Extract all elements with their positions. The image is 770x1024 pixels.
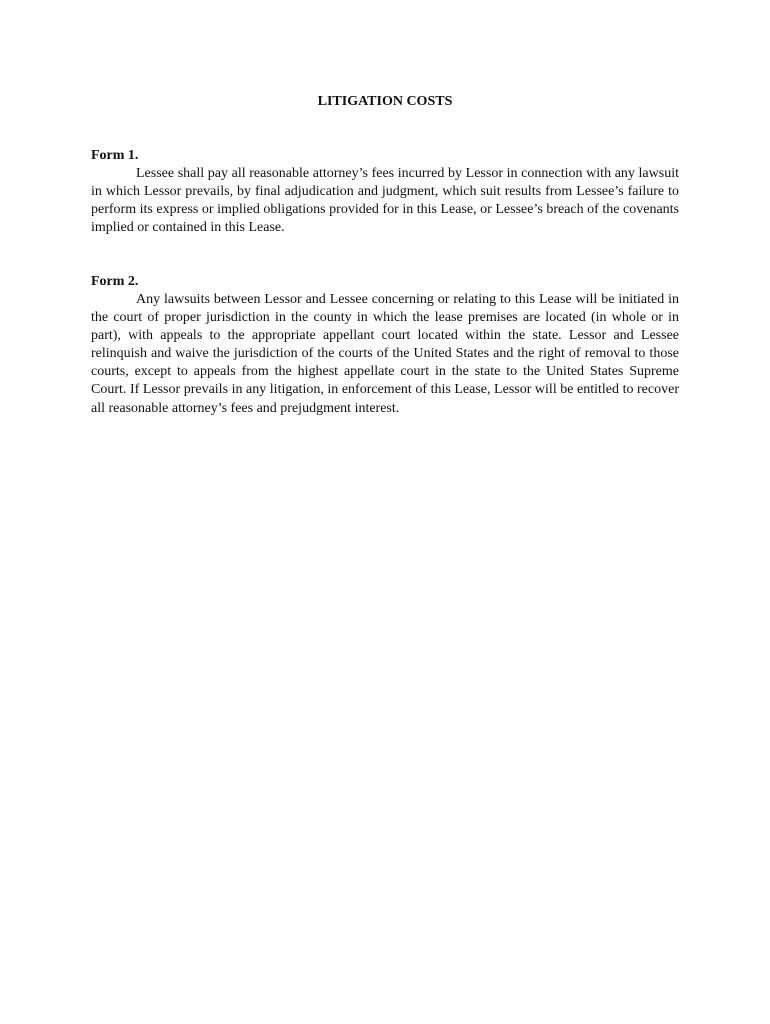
form-2-heading: Form 2. <box>91 274 139 289</box>
form-1-section <box>91 147 679 237</box>
document-title: LITIGATION COSTS <box>317 94 453 109</box>
form-2-section <box>91 273 679 418</box>
form-2-body: Any lawsuits between Lessor and Lessee concerning or relating to this Lease will be initiated in the court of proper jurisdiction in the county in which the lease premises are located (in whole or in part), with appeals to the appropriate appellant court located within the state. Lessor and Lessee relinquish and waive the jurisdiction of the courts of the United States and the right of removal to those courts, except to appeals from the highest appellate court in the state to the United States Supreme Court. If Lessor prevails in any litigation, in enforcement of this Lease, Lessor will be entitled to recover all reasonable attorney’s fees and prejudgment interest. <box>91 292 679 416</box>
form-1-body: Lessee shall pay all reasonable attorney’s fees incurred by Lessor in connection with any lawsuit in which Lessor prevails, by final adjudication and judgment, which suit results from Lessee’s failure to perform its express or implied obligations provided for in this Lease, or Lessee’s breach of the covenants implied or contained in this Lease. <box>91 166 679 236</box>
form-1-heading: Form 1. <box>91 148 139 163</box>
